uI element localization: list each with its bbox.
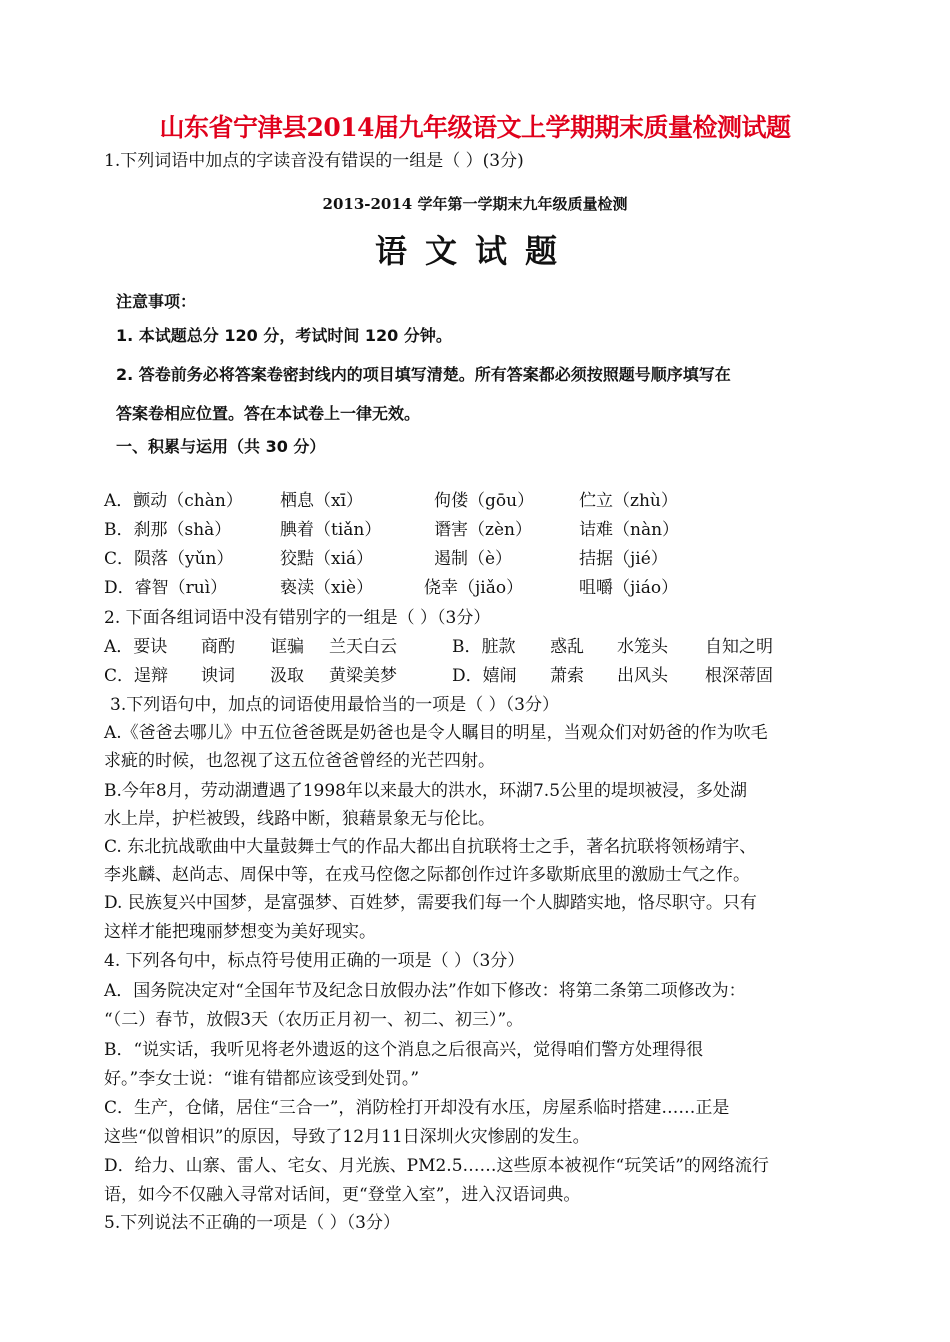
q2-b-1: B．脏款 [452,637,516,657]
q1-option-a-2: 栖息（xī） [280,491,364,511]
q2-d-4: 根深蒂固 [705,666,773,686]
notes-heading: 注意事项： [116,292,197,311]
q2-d-3: 出风头 [617,666,668,686]
q3-line: C. 东北抗战歌曲中大量鼓舞士气的作品大都出自抗联将士之手，著名抗联将领杨靖宇、 [104,837,757,857]
q1-option-b-4: 诘难（nàn） [579,520,680,540]
q1-option-c-3: 遏制（è） [434,549,513,569]
q3-line: 李兆麟、赵尚志、周保中等，在戎马倥偬之际都创作过许多歇斯底里的激励士气之作。 [104,865,750,885]
q1-option-a-1: A．颤动（chàn） [104,491,243,511]
q2-b-3: 水笼头 [617,637,668,657]
question-4-stem: 4. 下列各句中，标点符号使用正确的一项是（ ）（3分） [104,951,525,971]
q1-option-b-3: 谮害（zèn） [434,520,532,540]
q3-line: 这样才能把瑰丽梦想变为美好现实。 [104,922,376,942]
q1-option-a-4: 伫立（zhù） [579,491,678,511]
q1-option-b-1: B．刹那（shà） [104,520,232,540]
q1-option-b-2: 腆着（tiǎn） [280,520,382,540]
q1-option-c-1: C．陨落（yǔn） [104,549,234,569]
question-1-stem: 1.下列词语中加点的字读音没有错误的一组是（ ）(3分) [104,151,524,171]
q3-line: 水上岸，护栏被毁，线路中断，狼藉景象无与伦比。 [104,809,495,829]
q3-line: B.今年8月，劳动湖遭遇了1998年以来最大的洪水，环湖7.5公里的堤坝被浸，多处湖 [104,781,748,801]
section-heading: 一、积累与运用（共 30 分） [116,437,326,456]
question-2-stem: 2. 下面各组词语中没有错别字的一组是（ ）（3分） [104,608,491,628]
q2-d-1: D．嬉闹 [452,666,517,686]
q2-a-2: 商酌 [201,637,235,657]
q4-line: 语，如今不仅融入寻常对话间，更“登堂入室”，进入汉语词典。 [104,1185,581,1205]
q4-line: D．给力、山寨、雷人、宅女、月光族、PM2.5……这些原本被视作“玩笑话”的网络流行 [104,1156,769,1176]
note-1: 1. 本试题总分 120 分，考试时间 120 分钟。 [116,326,452,345]
q1-option-c-4: 拮据（jié） [579,549,668,569]
q4-line: A．国务院决定对“全国年节及纪念日放假办法”作如下修改：将第二条第二项修改为： [104,981,746,1001]
q3-line: D. 民族复兴中国梦，是富强梦、百姓梦，需要我们每一个人脚踏实地，恪尽职守。只有 [104,893,757,913]
note-2-line-1: 2. 答卷前务必将答案卷密封线内的项目填写清楚。所有答案都必须按照题号顺序填写在 [116,365,731,384]
q3-line: 求疵的时候，也忽视了这五位爸爸曾经的光芒四射。 [104,751,495,771]
q4-line: B．“说实话，我听见将老外遗返的这个消息之后很高兴，觉得咱们警方处理得很 [104,1040,704,1060]
q4-line: “（二）春节，放假3天（农历正月初一、初二、初三）”。 [104,1010,524,1030]
q2-b-2: 惑乱 [550,637,584,657]
q1-option-d-1: D．睿智（ruì） [104,578,228,598]
q2-c-2: 谀词 [201,666,235,686]
q1-option-c-2: 狡黠（xiá） [280,549,374,569]
q4-line: 这些“似曾相识”的原因，导致了12月11日深圳火灾惨剧的发生。 [104,1127,590,1147]
q4-line: C．生产，仓储，居住“三合一”，消防栓打开却没有水压，房屋系临时搭建……正是 [104,1098,730,1118]
q2-c-3: 汲取 [270,666,304,686]
q4-line: 好。”李女士说：“谁有错都应该受到处罚。” [104,1069,420,1089]
exam-title: 语文试题 [374,232,575,270]
q1-option-a-3: 佝偻（gōu） [434,491,535,511]
q2-a-3: 诓骗 [270,637,304,657]
q2-b-4: 自知之明 [705,637,773,657]
q2-a-1: A．要诀 [104,637,168,657]
q1-option-d-2: 亵渎（xiè） [280,578,374,598]
q1-option-d-4: 咀嚼（jiáo） [579,578,679,598]
q2-c-1: C．逞辩 [104,666,169,686]
q2-a-4: 兰天白云 [329,637,397,657]
note-2-line-2: 答案卷相应位置。答在本试卷上一律无效。 [116,404,421,423]
q3-line: A.《爸爸去哪儿》中五位爸爸既是奶爸也是令人瞩目的明星，当观众们对奶爸的作为吹毛 [104,723,768,743]
document-title: 山东省宁津县2014届九年级语文上学期期末质量检测试题 [159,113,791,142]
q2-d-2: 萧索 [550,666,584,686]
q2-c-4: 黄梁美梦 [329,666,397,686]
question-5-stem: 5.下列说法不正确的一项是（ ）（3分） [104,1213,400,1233]
q1-option-d-3: 侥幸（jiǎo） [424,578,524,598]
exam-header: 2013-2014 学年第一学期末九年级质量检测 [322,195,628,213]
question-3-stem: 3.下列语句中，加点的词语使用最恰当的一项是（ ）（3分） [110,695,559,715]
